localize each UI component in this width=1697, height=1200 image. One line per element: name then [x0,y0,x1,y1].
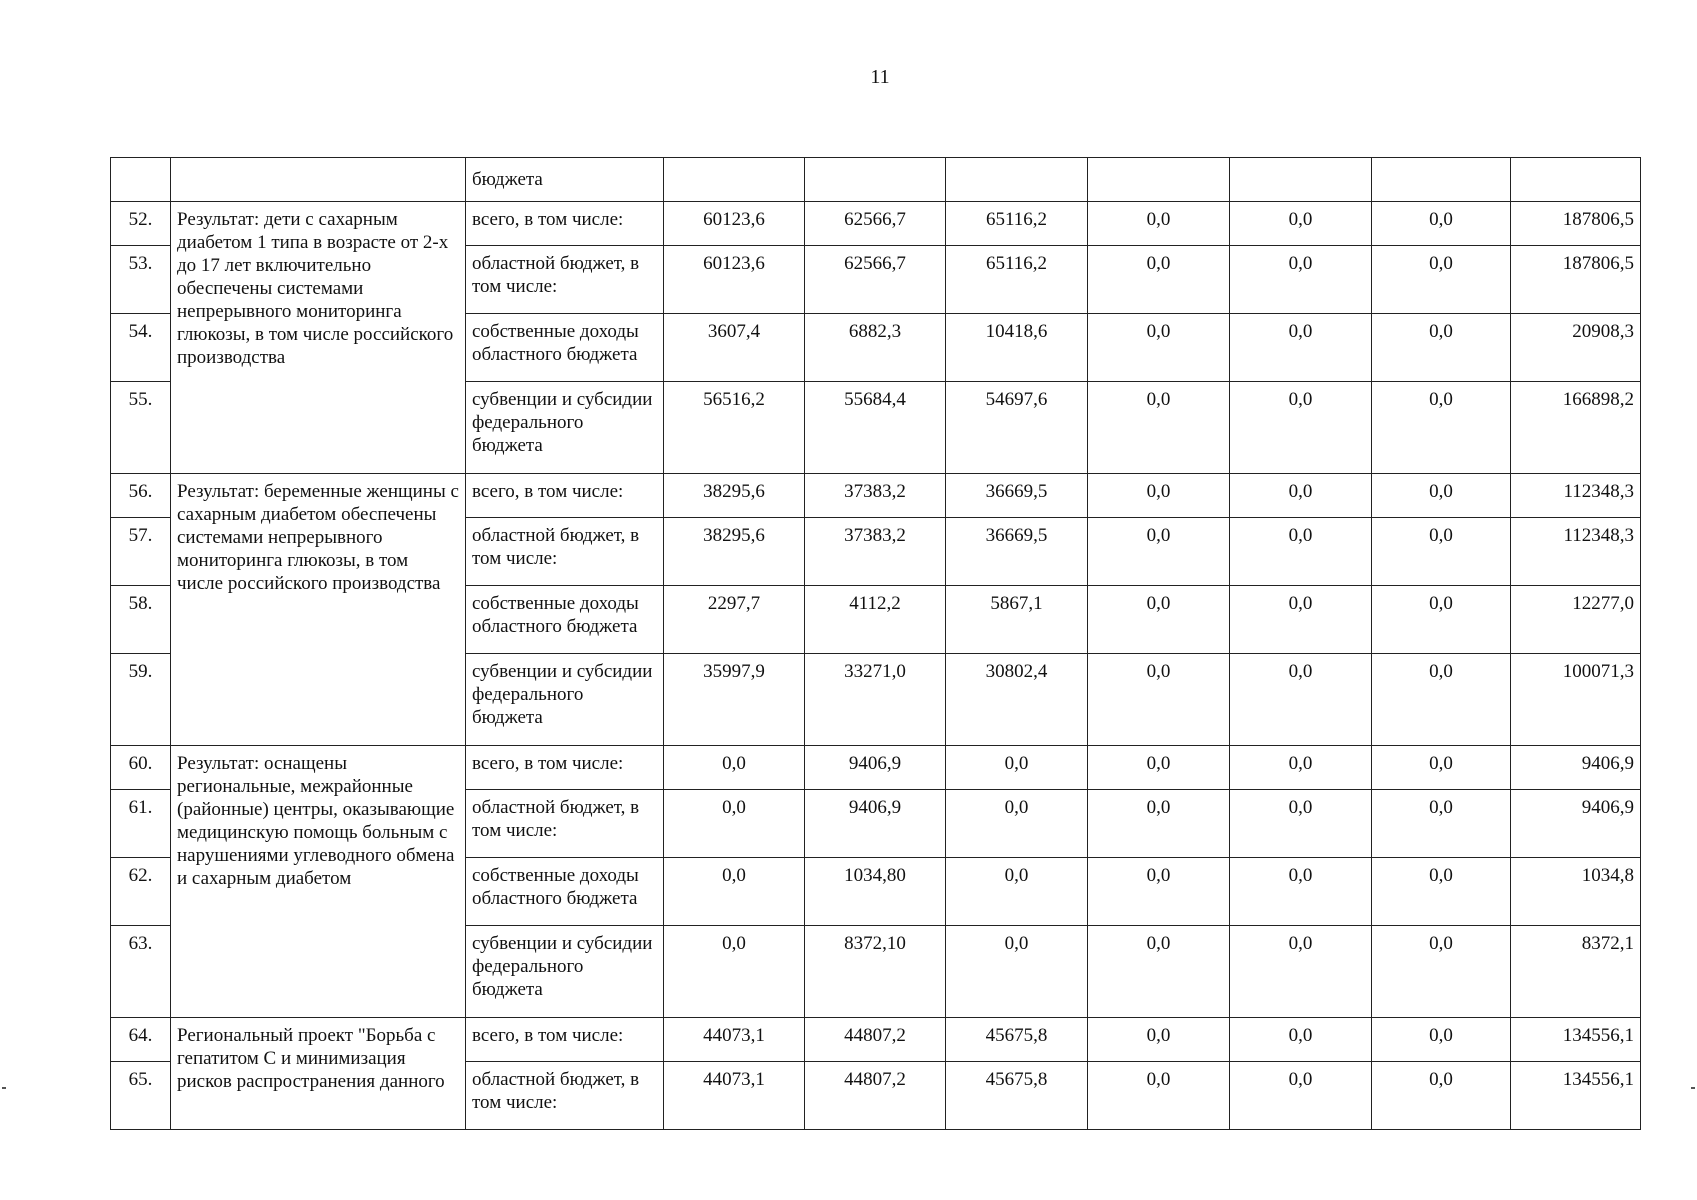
value-cell: 0,0 [1372,246,1511,314]
funding-type: субвенции и субсидии федерального бюджета [466,926,664,1018]
value-cell: 62566,7 [805,202,946,246]
description-cell [171,158,466,202]
total-cell: 100071,3 [1511,654,1641,746]
value-cell: 0,0 [1372,746,1511,790]
value-cell: 60123,6 [664,246,805,314]
value-cell: 0,0 [1088,202,1230,246]
value-cell: 38295,6 [664,474,805,518]
value-cell [1511,158,1641,202]
value-cell: 0,0 [946,746,1088,790]
value-cell: 5867,1 [946,586,1088,654]
value-cell: 44073,1 [664,1062,805,1130]
value-cell: 0,0 [1230,926,1372,1018]
table-body [111,158,1641,1130]
value-cell: 0,0 [1230,246,1372,314]
value-cell: 0,0 [1088,1062,1230,1130]
value-cell: 0,0 [1372,586,1511,654]
value-cell: 0,0 [1372,1018,1511,1062]
result-description: Региональный проект "Борьба с гепатитом С и минимизация рисков распространения данного [171,1018,466,1130]
value-cell [1230,158,1372,202]
total-cell: 187806,5 [1511,202,1641,246]
page-number: 11 [870,66,890,88]
value-cell: 0,0 [1088,790,1230,858]
value-cell: 0,0 [1230,314,1372,382]
result-description: Результат: оснащены региональные, межрайонные (районные) центры, оказывающие медицинскую помощь больным с нарушениями углеводного обмена и сахарным диабетом [171,746,466,1018]
value-cell: 36669,5 [946,474,1088,518]
value-cell: 0,0 [1088,474,1230,518]
funding-type: областной бюджет, в том числе: [466,1062,664,1130]
value-cell: 0,0 [1088,858,1230,926]
value-cell: 10418,6 [946,314,1088,382]
row-number: 58. [111,586,171,654]
value-cell: 30802,4 [946,654,1088,746]
value-cell: 3607,4 [664,314,805,382]
value-cell: 0,0 [1372,790,1511,858]
value-cell: 33271,0 [805,654,946,746]
funding-type: собственные доходы областного бюджета [466,586,664,654]
value-cell [1088,158,1230,202]
row-number: 60. [111,746,171,790]
value-cell: 44073,1 [664,1018,805,1062]
row-number: 65. [111,1062,171,1130]
value-cell: 37383,2 [805,518,946,586]
funding-type: всего, в том числе: [466,474,664,518]
value-cell: 9406,9 [805,790,946,858]
table-row [111,1018,1641,1062]
total-cell: 20908,3 [1511,314,1641,382]
value-cell: 54697,6 [946,382,1088,474]
value-cell: 0,0 [664,790,805,858]
total-cell: 1034,8 [1511,858,1641,926]
table-row [111,746,1641,790]
value-cell: 0,0 [1230,746,1372,790]
row-number: 55. [111,382,171,474]
value-cell: 65116,2 [946,202,1088,246]
type-cell: бюджета [466,158,664,202]
funding-type: субвенции и субсидии федерального бюджета [466,382,664,474]
scan-mark-right [1691,1087,1695,1089]
result-description: Результат: дети с сахарным диабетом 1 типа в возрасте от 2-х до 17 лет включительно обеспечены системами непрерывного мониторинга глюкозы, в том числе российского производства [171,202,466,474]
value-cell: 0,0 [1230,586,1372,654]
value-cell: 1034,80 [805,858,946,926]
value-cell [805,158,946,202]
total-cell: 9406,9 [1511,746,1641,790]
value-cell: 0,0 [946,926,1088,1018]
value-cell: 0,0 [1372,926,1511,1018]
row-number: 57. [111,518,171,586]
row-number: 63. [111,926,171,1018]
value-cell: 45675,8 [946,1062,1088,1130]
value-cell: 60123,6 [664,202,805,246]
value-cell [1372,158,1511,202]
value-cell: 55684,4 [805,382,946,474]
table-row [111,202,1641,246]
row-number: 64. [111,1018,171,1062]
value-cell: 0,0 [1230,790,1372,858]
value-cell: 0,0 [1230,1062,1372,1130]
value-cell: 37383,2 [805,474,946,518]
value-cell: 44807,2 [805,1018,946,1062]
value-cell: 6882,3 [805,314,946,382]
value-cell: 0,0 [1088,246,1230,314]
value-cell: 0,0 [1088,654,1230,746]
value-cell [946,158,1088,202]
table-row [111,474,1641,518]
total-cell: 9406,9 [1511,790,1641,858]
value-cell: 38295,6 [664,518,805,586]
total-cell: 8372,1 [1511,926,1641,1018]
continuation-row [111,158,1641,202]
row-number: 54. [111,314,171,382]
value-cell: 8372,10 [805,926,946,1018]
total-cell: 112348,3 [1511,474,1641,518]
value-cell: 62566,7 [805,246,946,314]
value-cell: 0,0 [664,858,805,926]
row-number: 52. [111,202,171,246]
num-cell [111,158,171,202]
funding-type: всего, в том числе: [466,746,664,790]
value-cell: 0,0 [1372,474,1511,518]
value-cell: 0,0 [1088,746,1230,790]
value-cell: 0,0 [1372,654,1511,746]
value-cell: 45675,8 [946,1018,1088,1062]
value-cell: 0,0 [946,790,1088,858]
value-cell: 0,0 [1372,518,1511,586]
row-number: 61. [111,790,171,858]
value-cell: 36669,5 [946,518,1088,586]
value-cell: 0,0 [1372,858,1511,926]
value-cell: 0,0 [1088,382,1230,474]
value-cell: 0,0 [1230,202,1372,246]
row-number: 53. [111,246,171,314]
value-cell: 0,0 [1088,926,1230,1018]
funding-type: субвенции и субсидии федерального бюджета [466,654,664,746]
value-cell: 9406,9 [805,746,946,790]
row-number: 56. [111,474,171,518]
value-cell: 35997,9 [664,654,805,746]
scan-mark-left [2,1087,6,1089]
value-cell: 0,0 [664,746,805,790]
value-cell: 0,0 [1372,382,1511,474]
total-cell: 134556,1 [1511,1018,1641,1062]
value-cell: 0,0 [1088,586,1230,654]
value-cell: 56516,2 [664,382,805,474]
row-number: 59. [111,654,171,746]
funding-type: собственные доходы областного бюджета [466,314,664,382]
value-cell: 0,0 [1088,518,1230,586]
funding-type: областной бюджет, в том числе: [466,790,664,858]
value-cell: 4112,2 [805,586,946,654]
total-cell: 166898,2 [1511,382,1641,474]
value-cell: 0,0 [1230,474,1372,518]
value-cell: 0,0 [1372,314,1511,382]
budget-table [110,157,1641,1130]
value-cell: 2297,7 [664,586,805,654]
result-description: Результат: беременные женщины с сахарным диабетом обеспечены системами непрерывного мониторинга глюкозы, в том числе российского производства [171,474,466,746]
funding-type: областной бюджет, в том числе: [466,246,664,314]
value-cell: 0,0 [1230,858,1372,926]
value-cell [664,158,805,202]
funding-type: всего, в том числе: [466,1018,664,1062]
funding-type: всего, в том числе: [466,202,664,246]
total-cell: 187806,5 [1511,246,1641,314]
value-cell: 0,0 [1230,382,1372,474]
value-cell: 0,0 [1230,518,1372,586]
value-cell: 0,0 [1230,654,1372,746]
value-cell: 44807,2 [805,1062,946,1130]
total-cell: 12277,0 [1511,586,1641,654]
value-cell: 0,0 [1230,1018,1372,1062]
total-cell: 112348,3 [1511,518,1641,586]
row-number: 62. [111,858,171,926]
value-cell: 0,0 [946,858,1088,926]
funding-type: собственные доходы областного бюджета [466,858,664,926]
funding-type: областной бюджет, в том числе: [466,518,664,586]
value-cell: 0,0 [1088,314,1230,382]
value-cell: 0,0 [664,926,805,1018]
total-cell: 134556,1 [1511,1062,1641,1130]
value-cell: 65116,2 [946,246,1088,314]
value-cell: 0,0 [1088,1018,1230,1062]
value-cell: 0,0 [1372,202,1511,246]
value-cell: 0,0 [1372,1062,1511,1130]
